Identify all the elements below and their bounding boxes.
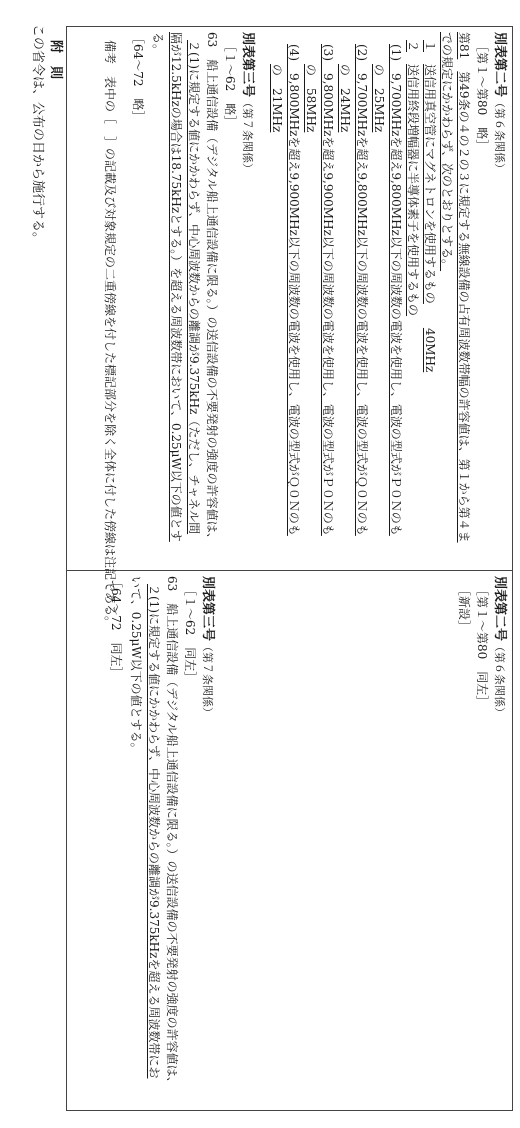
old-item63-text: 船上通信設備（デジタル船上通信設備に限る。）の送信設備の不要発射の強度の許容値は、: [165, 603, 179, 1089]
old-table3-same-line: ［１～62 同左］: [183, 584, 197, 684]
remarks-note: 備考 表中の［ ］の記載及び対象規定の二重傍線を付した標記部分を除く全体に付した傍線は注記である。: [103, 40, 117, 629]
old-table3-same-line2: ［64～72 同左］: [109, 576, 123, 679]
old-table2-same-line: ［第１～第80 同左］: [475, 584, 489, 708]
new-table3-omit-line: ［１～62 略］: [223, 40, 237, 128]
old-item63-line: [166, 576, 178, 1089]
table-middle-divider: [66, 570, 512, 571]
new-table3-omit-line2: ［64～72 略］: [131, 32, 145, 123]
new-sub2-line: [407, 40, 419, 316]
new-table2-omit-line: ［第１～第80 略］: [475, 40, 489, 152]
new-subsub1-value: の 25MHz: [372, 64, 386, 133]
new-item81-number: 第81: [457, 32, 471, 60]
old-table2-ref: （第６条関係）: [493, 641, 506, 719]
new-subsub3-line: (3) 9,800MHzを超え9,900MHz以下の周波数の電波を使用し、電波の型式がＰ０Ｎのも: [321, 44, 335, 536]
new-item63-number: 63: [205, 32, 219, 48]
old-table2-heading-line: [493, 576, 506, 718]
old-table3-heading-line: [201, 576, 214, 718]
new-item63-text: 船上通信設備（デジタル船上通信設備に限る。）の送信設備の不要発射の強度の許容値は、: [205, 59, 219, 545]
new-subsub2-line: (2) 9,700MHzを超え9,800MHz以下の周波数の電波を使用し、電波の型式がＱ０Ｎのも: [355, 44, 369, 536]
new-item81-line: [458, 32, 470, 543]
old-table3-heading: 別表第三号: [200, 576, 215, 642]
new-subsub4-value: の 21MHz: [270, 64, 284, 133]
new-sub1-number: １: [423, 40, 437, 53]
new-table3-ref: （第７条関係）: [241, 97, 254, 175]
table-left-border: [66, 26, 67, 1111]
new-table2-heading-line: [493, 32, 506, 174]
old-item63-line3: いて、0.25μW以下の値とする。: [129, 576, 143, 755]
new-item63-line3: 隔が12.5kHzの場合は18.75kHzとする。）を超える周波数帯において、0.25μW以下の値とす: [169, 32, 183, 542]
new-item63-line2: ２(1)に規定する値にかかわらず、中心周波数からの離調が9.375kHz（ただし、チャネル間: [187, 40, 201, 535]
new-table3-heading-line: [241, 32, 254, 174]
new-subsub2-value: の 24MHz: [338, 64, 352, 133]
table-right-border: [512, 26, 513, 1111]
new-subsub4-line: (4) 9,800MHzを超え9,900MHz以下の周波数の電波を使用し、電波の型式がＱ０Ｎのも: [287, 44, 301, 536]
old-item63-number: 63: [165, 576, 179, 592]
new-sub2-number: ２: [406, 40, 420, 53]
new-table3-heading: 別表第三号: [240, 32, 255, 98]
new-sub1-line: [424, 40, 436, 372]
new-item63-line: [206, 32, 218, 545]
new-item81-cont: での規定にかかわらず、次のとおりとする。: [440, 32, 454, 272]
new-table2-ref: （第６条関係）: [493, 97, 506, 175]
new-item81-text: 第49条の４の２の３に規定する無線設備の占有周波数帯幅の許容値は、第１から第４ま: [457, 71, 471, 543]
old-table2-heading: 別表第二号: [492, 576, 507, 642]
old-table3-ref: （第７条関係）: [201, 641, 214, 719]
new-sub2-text: 送信用終段増幅器に半導体素子を使用するもの: [406, 64, 420, 317]
old-item63-line2: ２(1)に規定する値にかかわらず、中心周波数からの離調が9.375kHzを超える周波数帯にお: [147, 584, 161, 1079]
new-subsub1-line: (1) 9,700MHzを超え9,800MHz以下の周波数の電波を使用し、電波の型式がＰ０Ｎのも: [389, 44, 403, 536]
new-table2-heading: 別表第二号: [492, 32, 507, 98]
table-top-border: [66, 26, 512, 27]
new-item63-line4: る。: [151, 32, 165, 57]
supplementary-provisions-heading: 附 則: [48, 40, 63, 80]
new-subsub3-value: の 58MHz: [304, 64, 318, 133]
supplementary-provisions-body: この省令は、公布の日から施行する。: [30, 24, 45, 246]
new-sub1-value: 40MHz: [423, 327, 437, 373]
old-table2-new-line: ［新設］: [457, 584, 471, 633]
new-sub1-text: 送信用真空管にマグネトロンを使用するもの: [423, 64, 437, 304]
table-bottom-border: [66, 1110, 512, 1111]
